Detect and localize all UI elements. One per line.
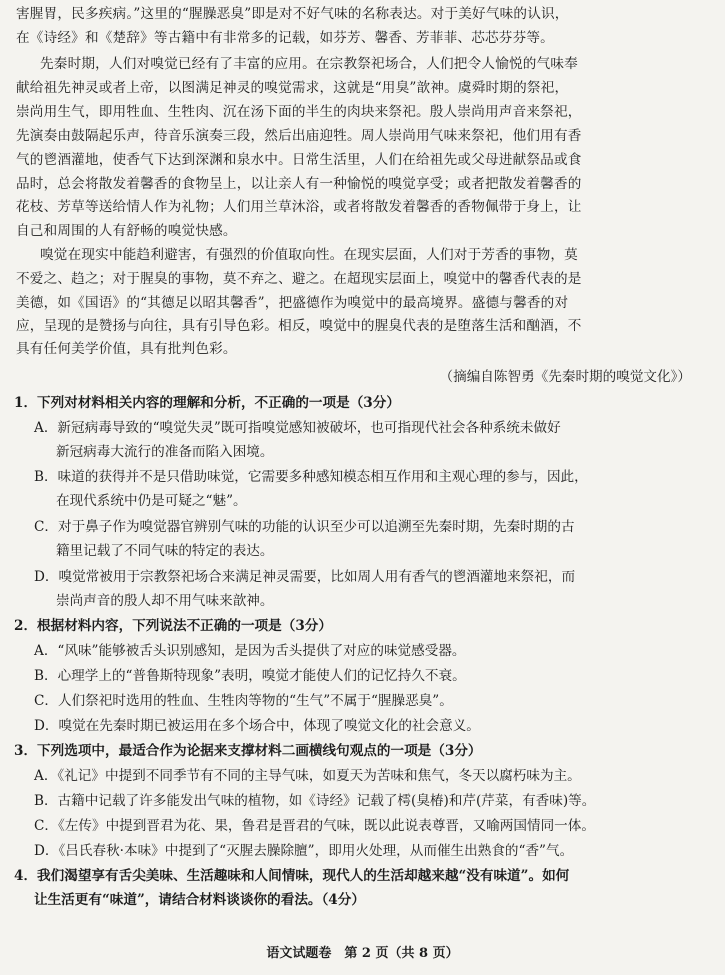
passage-line: 花枝、芳草等送给情人作为礼物；人们用兰草沐浴，或者将散发着馨香的香物佩带于身上，让 bbox=[16, 199, 582, 215]
option-c: C．《左传》中提到晋君为花、果，鲁君是晋君的气味，既以此说表尊晋，又喻两国情同一体。 bbox=[34, 818, 595, 834]
question-stem-cont: 让生活更有“味道”，请结合材料谈谈你的看法。（4分） bbox=[34, 892, 365, 908]
option-a: A．《礼记》中提到不同季节有不同的主导气味，如夏天为苦味和焦气，冬天以腐朽味为主。 bbox=[34, 768, 581, 784]
question-stem: 1．下列对材料相关内容的理解和分析，不正确的一项是（3分） bbox=[14, 395, 400, 411]
option-d: D．嗅觉常被用于宗教祭祀场合来满足神灵需要，比如周人用有香气的鬯酒灌地来祭祀，而 bbox=[34, 569, 576, 585]
option-d: D．嗅觉在先秦时期已被运用在多个场合中，体现了嗅觉文化的社会意义。 bbox=[34, 718, 480, 734]
option-d-cont: 崇尚声音的殷人却不用气味来歆神。 bbox=[56, 593, 274, 609]
page-footer: 语文试题卷 第 2 页（共 8 页） bbox=[266, 946, 459, 961]
option-c: C．人们祭祀时选用的牲血、生牲肉等物的“生气”不属于“腥臊恶臭”。 bbox=[34, 693, 453, 709]
passage-line: 品时，总会将散发着馨香的食物呈上，以让亲人有一种愉悦的嗅觉享受；或者把散发着馨香的 bbox=[16, 176, 582, 192]
question-stem: 3．下列选项中，最适合作为论据来支撑材料二画横线句观点的一项是（3分） bbox=[14, 743, 482, 759]
passage-line: 崇尚用生气，即用牲血、生牲肉、沉在汤下面的半生的肉块来祭祀。殷人崇尚用声音来祭祀， bbox=[16, 104, 582, 120]
passage-line: 嗅觉在现实中能趋利避害，有强烈的价值取向性。在现实层面，人们对于芳香的事物，莫 bbox=[40, 247, 578, 263]
option-a: A．新冠病毒导致的“嗅觉失灵”既可指嗅觉感知被破坏，也可指现代社会各种系统未做好 bbox=[34, 420, 561, 436]
option-b: B．心理学上的“普鲁斯特现象”表明，嗅觉才能使人们的记忆持久不衰。 bbox=[34, 668, 466, 684]
passage-line: 应，呈现的是赞扬与向往，具有引导色彩。相反，嗅觉中的腥臭代表的是堕落生活和酗酒，不 bbox=[16, 318, 582, 334]
option-b: B．古籍中记载了许多能发出气味的植物，如《诗经》记载了樗(臭椿)和芹(芹菜，有香味)等。 bbox=[34, 793, 596, 809]
passage-source: （摘编自陈智勇《先秦时期的嗅觉文化》） bbox=[439, 369, 691, 385]
passage-line: 在《诗经》和《楚辞》等古籍中有非常多的记载，如芬芳、馨香、芳菲菲、芯芯芬芬等。 bbox=[16, 30, 554, 46]
passage-line: 害腥胃，民多疾病。”这里的“腥臊恶臭”即是对不好气味的名称表达。对于美好气味的认识， bbox=[16, 6, 569, 22]
passage-line: 自己和周围的人有舒畅的嗅觉快感。 bbox=[16, 223, 237, 239]
option-c: C．对于鼻子作为嗅觉器官辨别气味的功能的认识至少可以追溯至先秦时期，先秦时期的古 bbox=[34, 519, 575, 535]
passage-line: 先演奏由鼓隔起乐声，待音乐演奏三段，然后出庙迎牲。周人崇尚用气味来祭祀，他们用有香 bbox=[16, 128, 582, 144]
option-b: B．味道的获得并不是只借助味觉，它需要多种感知模态相互作用和主观心理的参与，因此， bbox=[34, 469, 588, 485]
option-a: A．“风味”能够被舌头识别感知，是因为舌头提供了对应的味觉感受器。 bbox=[34, 643, 466, 659]
passage-line: 先秦时期，人们对嗅觉已经有了丰富的应用。在宗教祭祀场合，人们把令人愉悦的气味奉 bbox=[40, 56, 578, 72]
option-b-cont: 在现代系统中仍是可疑之“魅”。 bbox=[56, 493, 247, 509]
passage-line: 气的鬯酒灌地，使香气下达到深渊和泉水中。日常生活里，人们在给祖先或父母进献祭品或食 bbox=[16, 152, 582, 168]
passage-line: 不爱之、趋之；对于腥臭的事物，莫不弃之、避之。在超现实层面上，嗅觉中的馨香代表的是 bbox=[16, 271, 582, 287]
passage-line: 美德，如《国语》的“其德足以昭其馨香”，把盛德作为嗅觉中的最高境界。盛德与馨香的对 bbox=[16, 295, 569, 311]
passage-line: 献给祖先神灵或者上帝，以图满足神灵的嗅觉需求，这就是“用臭”歆神。虞舜时期的祭祀， bbox=[16, 80, 569, 96]
passage-line: 具有任何美学价值，具有批判色彩。 bbox=[16, 341, 237, 357]
question-stem: 2．根据材料内容，下列说法不正确的一项是（3分） bbox=[14, 618, 332, 634]
option-c-cont: 籍里记载了不同气味的特定的表达。 bbox=[56, 543, 274, 559]
question-stem: 4．我们渴望享有舌尖美味、生活趣味和人间情味，现代人的生活却越来越“没有味道”。如何 bbox=[14, 868, 570, 884]
option-d: D．《吕氏春秋·本味》中提到了“灭腥去臊除膻”，即用火处理，从而催生出熟食的“香”气。 bbox=[34, 843, 574, 859]
option-a-cont: 新冠病毒大流行的准备而陷入困境。 bbox=[56, 444, 274, 460]
